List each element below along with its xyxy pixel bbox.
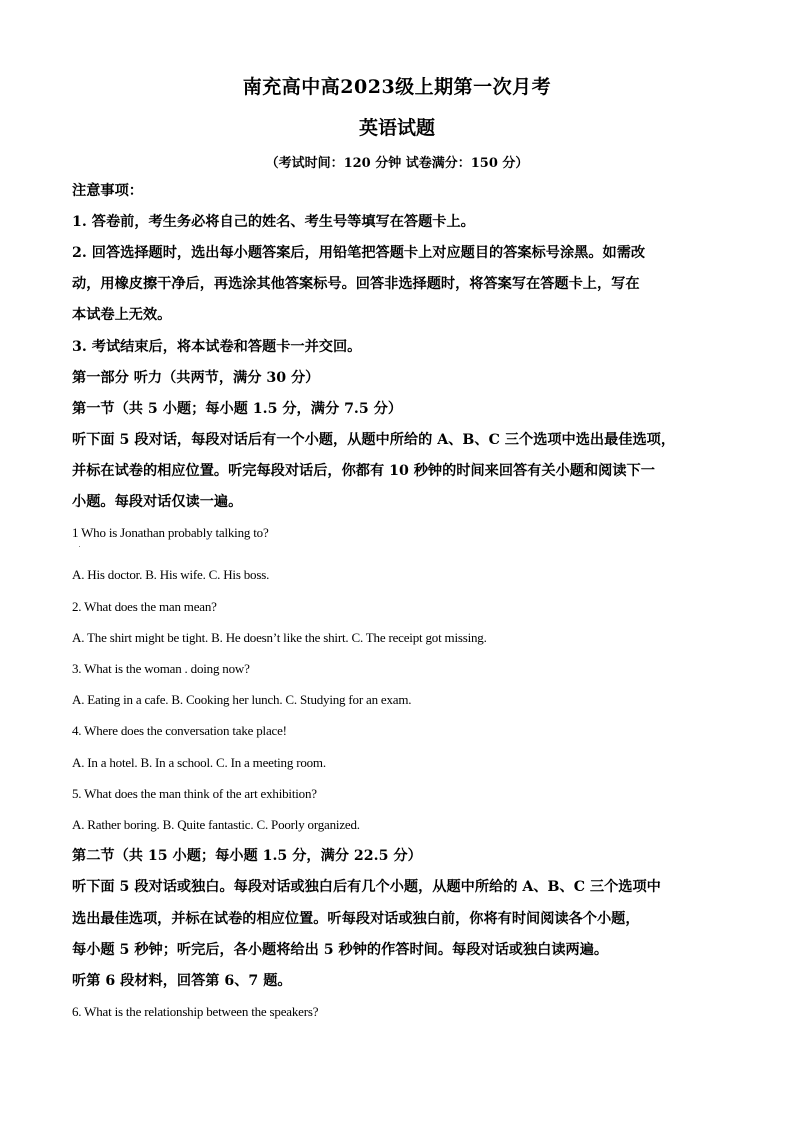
section-2-heading: 第二节（共 15 小题；每小题 1.5 分，满分 22.5 分）: [72, 848, 422, 864]
question-4: 4. Where does the conversation take place!: [72, 723, 287, 738]
notice-item-1: 1. 答卷前，考生务必将自己的姓名、考生号等填写在答题卡上。: [72, 214, 475, 230]
material-6-instruction: 听第 6 段材料，回答第 6、7 题。: [72, 973, 292, 989]
notice-item-2-line-1: 2. 回答选择题时，选出每小题答案后，用铅笔把答题卡上对应题目的答案标号涂黑。如需改: [72, 245, 646, 261]
question-1-options: A. His doctor. B. His wife. C. His boss.: [72, 567, 270, 582]
exam-title: 南充高中高2023级上期第一次月考: [242, 76, 552, 98]
question-6: 6. What is the relationship between the speakers?: [72, 1004, 319, 1019]
question-5: 5. What does the man think of the art exhibition?: [72, 786, 317, 801]
stray-dot-mark: [79, 546, 80, 547]
question-3: 3. What is the woman . doing now?: [72, 661, 250, 676]
question-5-options: A. Rather boring. B. Quite fantastic. C. Poorly organized.: [72, 817, 360, 832]
question-1: 1 Who is Jonathan probably talking to?: [72, 525, 269, 540]
section-2-instructions-line-2: 选出最佳选项，并标在试卷的相应位置。听每段对话或独白前，你将有时间阅读各个小题，: [72, 911, 640, 927]
question-4-options: A. In a hotel. B. In a school. C. In a meeting room.: [72, 755, 326, 770]
section-1-heading: 第一节（共 5 小题；每小题 1.5 分，满分 7.5 分）: [72, 401, 403, 417]
exam-subtitle: 英语试题: [358, 117, 435, 139]
exam-time-and-score: （考试时间：120 分钟 试卷满分：150 分）: [265, 156, 529, 171]
notice-heading: 注意事项：: [72, 183, 143, 199]
section-2-instructions-line-3: 每小题 5 秒钟；听完后，各小题将给出 5 秒钟的作答时间。每段对话或独白读两遍。: [72, 942, 609, 958]
question-3-options: A. Eating in a cafe. B. Cooking her lunch. C. Studying for an exam.: [72, 692, 412, 707]
part-1-heading: 第一部分 听力（共两节，满分 30 分）: [72, 370, 320, 386]
question-2-options: A. The shirt might be tight. B. He doesn’t like the shirt. C. The receipt got missing.: [72, 630, 487, 645]
question-2: 2. What does the man mean?: [72, 599, 217, 614]
notice-item-2-line-2: 动，用橡皮擦干净后，再选涂其他答案标号。回答非选择题时，将答案写在答题卡上，写在: [72, 276, 640, 292]
notice-item-3: 3. 考试结束后，将本试卷和答题卡一并交回。: [72, 339, 362, 355]
notice-item-2-line-3: 本试卷上无效。: [72, 307, 172, 323]
section-2-instructions-line-1: 听下面 5 段对话或独白。每段对话或独白后有几个小题，从题中所给的 A、B、C 三个选项中: [72, 879, 661, 895]
section-1-instructions-line-2: 并标在试卷的相应位置。听完每段对话后，你都有 10 秒钟的时间来回答有关小题和阅读下一: [72, 463, 655, 479]
section-1-instructions-line-3: 小题。每段对话仅读一遍。: [72, 494, 243, 510]
section-1-instructions-line-1: 听下面 5 段对话，每段对话后有一个小题，从题中所给的 A、B、C 三个选项中选出最佳选项，: [72, 432, 676, 448]
